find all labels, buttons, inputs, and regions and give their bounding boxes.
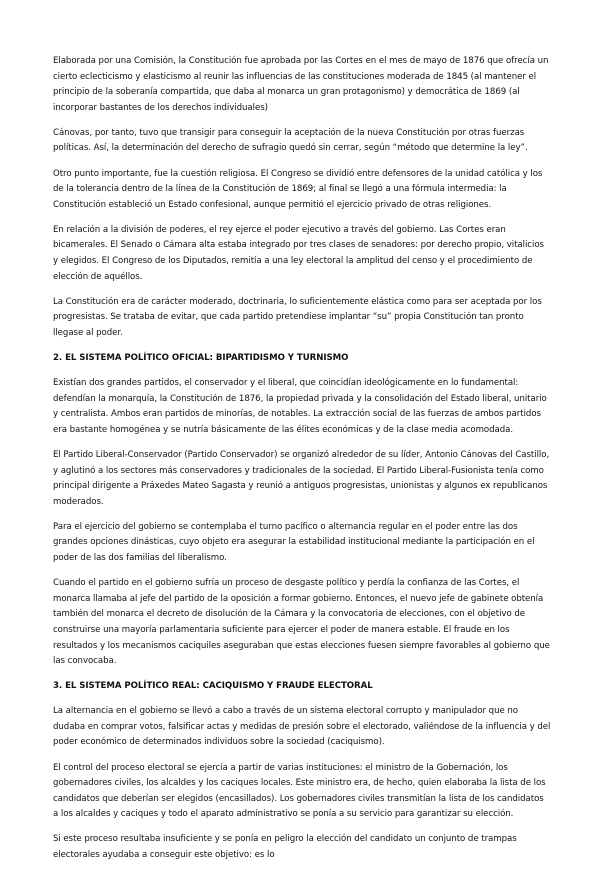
section-heading-real-system: 3. EL SISTEMA POLÍTICO REAL: CACIQUISMO Y FRAUDE ELECTORAL [53, 681, 373, 692]
paragraph-division-of-powers: En relación a la división de poderes, el rey ejerce el poder ejecutivo a través del gobierno. Las Cortes eran bicamerales. El Senado o Cámara alta estaba integrado por tres clases de senadores: por derecho propio, vitalicios y elegidos. El Congreso de los Diputados, remitía a una ley electoral la amplitud del censo y el procedimiento de elección de aquéllos. [53, 224, 544, 282]
paragraph-canovas-suffrage: Cánovas, por tanto, tuvo que transigir para conseguir la aceptación de la nueva Constitución por otras fuerzas políticas. Así, la determinación del derecho de sufragio quedó sin cerrar, según “método que determine la ley”. [53, 127, 528, 154]
paragraph-electoral-corruption: La alternancia en el gobierno se llevó a cabo a través de un sistema electoral corrupto y manipulador que no dudaba en comprar votos, falsificar actas y medidas de presión sobre el electorado, valiéndose de la influencia y del poder económico de determinados individuos sobre la sociedad (caciquismo). [53, 706, 551, 748]
paragraph-moderate-character: La Constitución era de carácter moderado, doctrinaria, lo suficientemente elástica como para ser aceptada por los progresistas. Se trataba de evitar, que cada partido pretendiese implantar “su” propia Constitución tan pronto llegase al poder. [53, 296, 542, 338]
document-page [53, 54, 551, 873]
section-heading-official-system: 2. EL SISTEMA POLÍTICO OFICIAL: BIPARTIDISMO Y TURNISMO [53, 353, 349, 363]
paragraph-party-leaders: El Partido Liberal-Conservador (Partido Conservador) se organizó alrededor de su líder, Antonio Cánovas del Castillo, y aglutinó a los sectores más conservadores y tradicionales de la sociedad. El Partido Liberal-Fusionista tenía como principal dirigente a Práxedes Mateo Sagasta y reunió a antiguos progresistas, unionistas y algunos ex republicanos moderados. [53, 449, 550, 507]
paragraph-constitution-approval: Elaborada por una Comisión, la Constitución fue aprobada por las Cortes en el mes de mayo de 1876 que ofrecía un cierto eclecticismo y elasticismo al reunir las influencias de las constituciones moderada de 1845 (al mantener el principio de la soberanía compartida, que daba al monarca un gran protagonismo) y democrática de 1869 (al incorporar bastantes de los derechos individuales) [53, 56, 549, 113]
paragraph-electoral-tricks: Si este proceso resultaba insuficiente y se ponía en peligro la elección del candidato un conjunto de trampas electorales ayudaba a conseguir este objetivo: es lo [53, 834, 517, 861]
paragraph-electoral-control: El control del proceso electoral se ejercía a partir de varias instituciones: el ministro de la Gobernación, los gobernadores civiles, los alcaldes y los caciques locales. Este ministro era, de hecho, quien elaboraba la lista de los candidatos que deberían ser elegidos (encasillados). Los gobernadores civiles transmitían la lista de los candidatos a los alcaldes y caciques y todo el aparato administrativo se ponía a su servicio para garantizar su elección. [53, 762, 546, 820]
paragraph-government-change: Cuando el partido en el gobierno sufría un proceso de desgaste político y perdía la confianza de las Cortes, el monarca llamaba al jefe del partido de la oposición a formar gobierno. Entonces, el nuevo jefe de gabinete obtenía también del monarca el decreto de disolución de la Cámara y la convocatoria de elecciones, con el objetivo de construirse una mayoría parlamentaria suficiente para ejercer el poder de manera estable. El fraude en los resultados y los mecanismos caciquiles aseguraban que estas elecciones fuesen siempre favorables al gobierno que las convocaba. [53, 578, 550, 667]
paragraph-two-parties: Existían dos grandes partidos, el conservador y el liberal, que coincidían ideológicamente en lo fundamental: defendían la monarquía, la Constitución de 1876, la propiedad privada y la consolidación del Estado liberal, unitario y centralista. Ambos eran partidos de minorías, de notables. La extracción social de las fuerzas de ambos partidos era bastante homogénea y se nutría básicamente de las élites económicas y de la clase media acomodada. [53, 378, 547, 435]
paragraph-religious-question: Otro punto importante, fue la cuestión religiosa. El Congreso se dividió entre defensores de la unidad católica y los de la tolerancia dentro de la línea de la Constitución de 1869; al final se llegó a una fórmula intermedia: la Constitución estableció un Estado confesional, aunque permitió el ejercicio privado de otras religiones. [53, 168, 543, 210]
paragraph-peaceful-turn: Para el ejercicio del gobierno se contemplaba el turno pacífico o alternancia regular en el poder entre las dos grandes opciones dinásticas, cuyo objeto era asegurar la estabilidad institucional mediante la participación en el poder de las dos familias del liberalismo. [53, 521, 535, 564]
